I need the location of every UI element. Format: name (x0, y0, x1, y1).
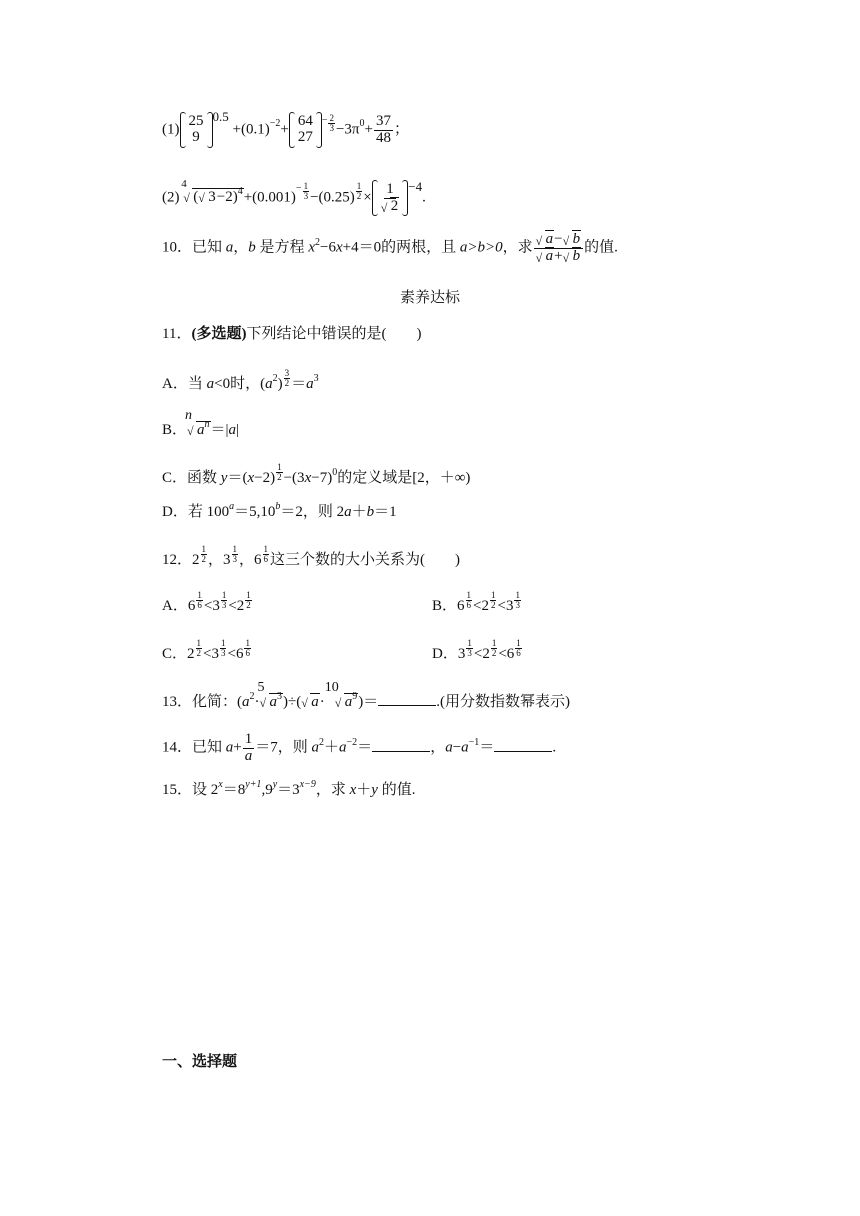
q9-part2: (2) 4 √ ( √ 3−2)$^4$+(0.001)− $\frac{1}{3}$ −(0.25) $\frac{1}{2}$ × 1 √ 2 −4. (162, 178, 426, 215)
section-title: 一、选择题 (162, 1052, 238, 1070)
answer-blank[interactable] (372, 737, 430, 752)
q11-option-c: C．函数 y＝(x−2) $\frac{1}{2}$ $-(3x-7)^0$的定义域是[2，＋∞) (162, 462, 471, 486)
q10-fraction: √ a− √ b √ a+ √ b (534, 232, 583, 265)
q12-option-d: D．3 $\frac{1}{3}$ <2 $\frac{1}{2}$ <6 $\frac{1}{6}$ (432, 638, 521, 662)
q12: 12．2 $\frac{1}{2}$ ，3 $\frac{1}{3}$ ，6 $\frac{1}{6}$ 这三个数的大小关系为( ) (162, 544, 461, 568)
q9-p1-label: (1) (162, 121, 180, 138)
section-heading: 素养达标 (399, 290, 460, 306)
q14: 14．已知 a+ $\frac{1}{a}$ ＝7，则 $a^2+a^{-2}=$ ，$a-a^{-1}=$ . (162, 731, 557, 764)
q9-p1-frac2: 64 27 (297, 113, 313, 145)
q11-option-d: D．若 $100^a=5,10^b=2$，则 2a＋b＝1 (162, 501, 397, 520)
q9-p1-frac1: 25 9 (188, 113, 204, 145)
q10: 10．已知 a，b 是方程 $x^2-6x+4=0$的两根，且 a>b>0，求 √ a− √ b √ a+ √ b 的值. (162, 231, 618, 265)
radical-4: 4 √ ( √ 3−2)$^4$ (181, 178, 243, 206)
answer-blank[interactable] (378, 691, 436, 706)
q15: 15．设 $2^x=8^{y+1},9^y=3^{x-9}$，求 x＋y 的值. (162, 779, 416, 798)
q9-p1-frac3: $\frac{37}{48}$ (375, 112, 391, 146)
q12-option-b: B．6 $\frac{1}{6}$ <2 $\frac{1}{2}$ <3 $\frac{1}{3}$ (432, 590, 520, 614)
q12-option-c: C．2 $\frac{1}{2}$ <3 $\frac{1}{3}$ <6 $\frac{1}{6}$ (162, 638, 250, 662)
q12-option-a: A．6 $\frac{1}{6}$ <3 $\frac{1}{3}$ <2 $\frac{1}{2}$ (162, 590, 251, 614)
q13: 13．化简：($a^2\cdot$ 5 √ $a^3)\div$( √ a· 10 √ $a^9)=$ .(用分数指数幂表示) (162, 680, 570, 710)
q9-part1: (1) 25 9 $0.5 +(0.1)^{-2}+$ 64 27 − $\frac{2}{3}$ $-3\pi^0+$ $\frac{37}{48}$ ； (162, 112, 409, 148)
q11: 11．(多选题)下列结论中错误的是( ) (162, 326, 422, 342)
q11-option-a: A．当 a<0时，$(a^2)$ $\frac{3}{2}$ $=a^3$ (162, 368, 319, 392)
answer-blank[interactable] (494, 737, 552, 752)
q11-option-b: B． n √ $a^n=|a|$ (162, 408, 240, 438)
